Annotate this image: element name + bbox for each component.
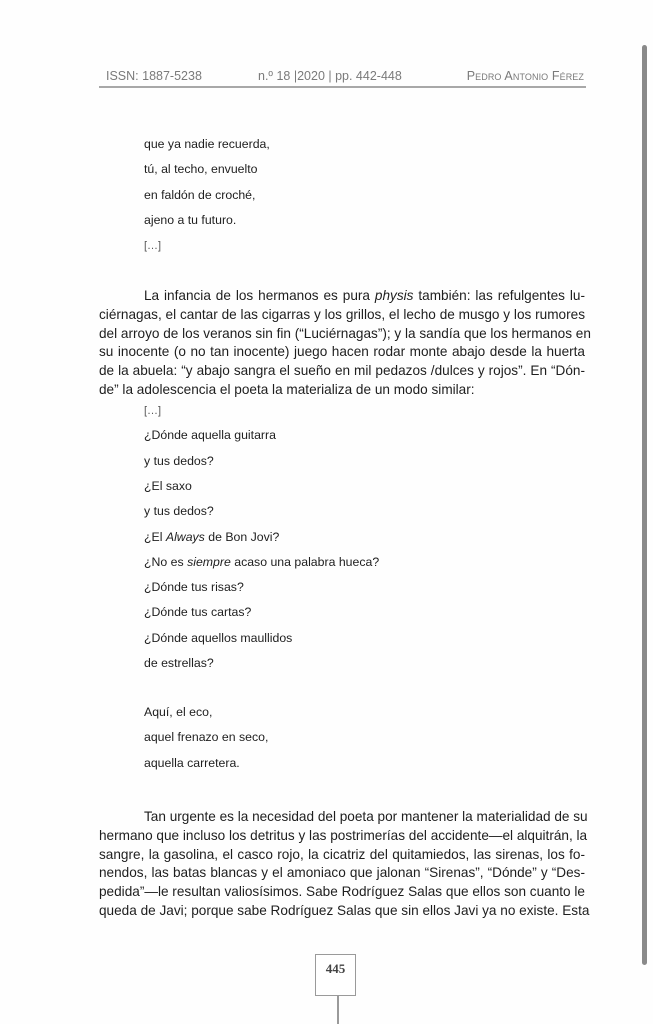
verse-line: […] (144, 240, 162, 253)
italic-term: Always (165, 529, 205, 544)
verse-line: Aquí, el eco, (144, 705, 213, 719)
paragraph-line: ciérnagas, el cantar de las cigarras y los grillos, el lecho de musgo y los rumores (99, 306, 585, 322)
verse-line: ¿El Always de Bon Jovi? (144, 529, 280, 544)
paragraph-line: de la abuela: “y abajo sangra el sueño en mil pedazos /dulces y rojos”. En “Dón- (99, 363, 585, 379)
verse-line: y tus dedos? (144, 504, 214, 519)
verse-line: ¿Dónde aquella guitarra (144, 428, 276, 443)
verse-line: ¿No es siempre acaso una palabra hueca? (144, 554, 380, 569)
verse-line: […] (144, 405, 162, 417)
vertical-scrollbar[interactable] (642, 45, 647, 965)
page-number-connector (337, 996, 339, 1024)
running-header (99, 68, 586, 88)
verse-line: ¿Dónde tus cartas? (144, 605, 252, 620)
verse-line: aquel frenazo en seco, (144, 730, 269, 745)
paragraph-line: hermano que incluso los detritus y las postrimerías del accidente—el alquitrán, la (99, 827, 588, 843)
paragraph-line: de” la adolescencia el poeta la materializa de un modo similar: (99, 382, 475, 397)
italic-term: physis (374, 288, 414, 303)
paragraph-line: Tan urgente es la necesidad del poeta por mantener la materialidad de su (144, 809, 588, 824)
verse-line: ¿Dónde tus risas? (144, 580, 244, 595)
verse-line: que ya nadie recuerda, (144, 137, 270, 151)
verse-line: ajeno a tu futuro. (144, 212, 237, 227)
verse-line: ¿Dónde aquellos maullidos (144, 630, 293, 645)
paragraph-line: queda de Javi; porque sabe Rodríguez Salas que sin ellos Javi ya no existe. Esta (99, 903, 590, 918)
verse-line: tú, al techo, envuelto (144, 162, 258, 177)
verse-line: y tus dedos? (144, 453, 214, 468)
verse-line: aquella carretera. (144, 755, 240, 770)
verse-line: en faldón de croché, (144, 187, 256, 202)
header-issue-info: n.º 18 |2020 | pp. 442-448 (258, 69, 402, 83)
header-issn: ISSN: 1887-5238 (106, 69, 202, 83)
page-number: 445 (315, 954, 356, 996)
italic-term: siempre (187, 554, 231, 569)
paragraph-line: nendos, las batas blancas y el amoniaco que jalonan “Sirenas”, “Dónde” y “Des- (99, 865, 585, 881)
paragraph-line: La infancia de los hermanos es pura physis también: las refulgentes lu- (144, 288, 585, 303)
paragraph-line: sangre, la gasolina, el casco rojo, la cicatriz del quitamiedos, las sirenas, los fo- (99, 846, 585, 862)
paragraph-line: del arroyo de los veranos sin fin (“Luciérnagas”); y la sandía que los hermanos en (99, 325, 591, 341)
paragraph-line: su inocente (o no tan inocente) juego hacen rodar monte abajo desde la huerta (99, 344, 585, 360)
verse-line: ¿El saxo (144, 478, 192, 493)
paragraph-line: pedida”—le resultan valiosísimos. Sabe Rodríguez Salas que ellos son cuanto le (99, 884, 585, 900)
header-author: Pedro Antonio Férez (466, 69, 584, 83)
verse-line: de estrellas? (144, 656, 214, 670)
